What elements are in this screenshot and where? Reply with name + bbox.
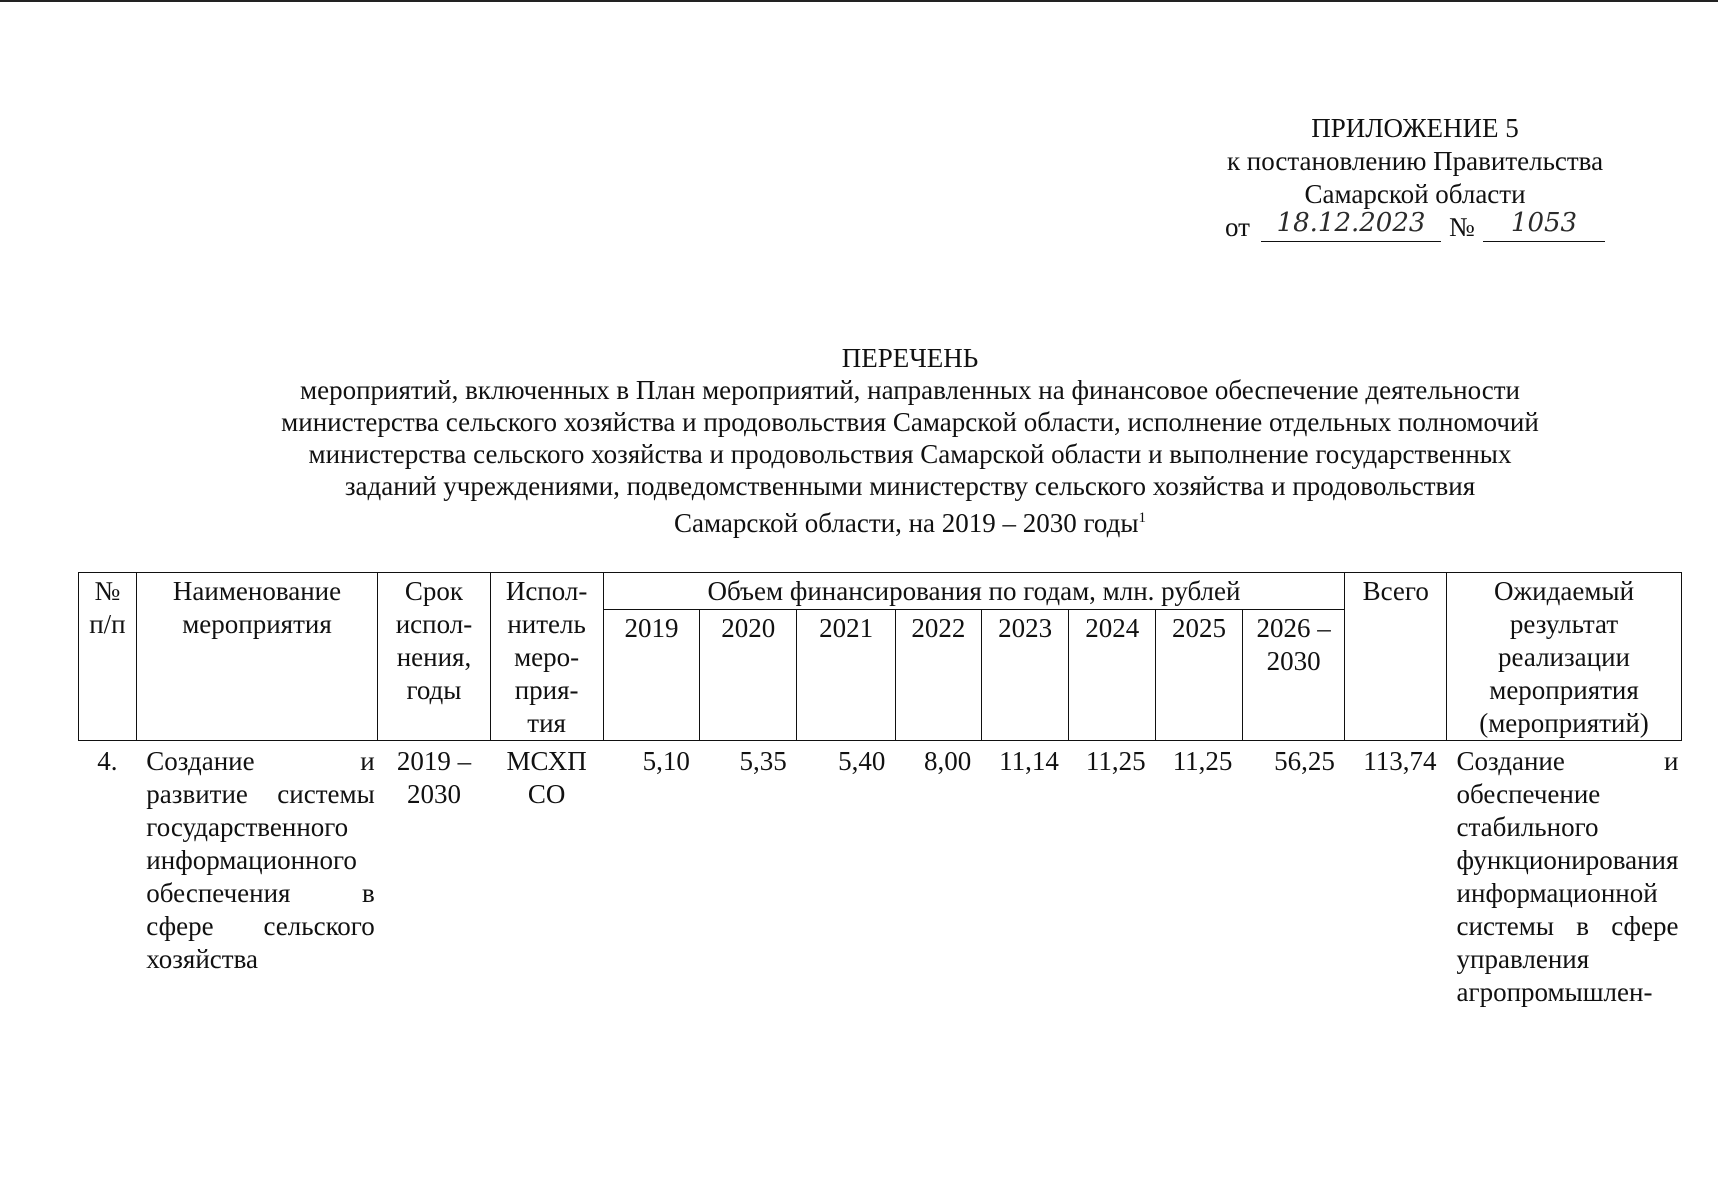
- appendix-block: [1205, 112, 1625, 244]
- header-result: Ожидаемый результат реализации мероприятия (мероприятий): [1447, 573, 1682, 741]
- handwritten-number: 1053: [1483, 208, 1605, 242]
- header-year: 2020: [700, 609, 797, 740]
- header-year: 2024: [1069, 609, 1156, 740]
- header-year: 2026 – 2030: [1242, 609, 1344, 740]
- row-value-2023: 11,14: [999, 746, 1059, 776]
- header-total: Всего: [1345, 573, 1447, 741]
- scan-top-border: [0, 0, 1718, 2]
- row-name: Создание и развитие системы государственного информационного обеспечения в сфере сельского хозяйства: [146, 746, 375, 974]
- row-term: 2019 – 2030: [396, 746, 472, 809]
- header-num: № п/п: [79, 573, 137, 741]
- row-value-2025: 11,25: [1172, 746, 1233, 776]
- title-line-2: министерства сельского хозяйства и продовольствия Самарской области, исполнение отдельных полномочий: [281, 407, 1539, 437]
- header-executor: Испол- нитель меро- прия- тия: [490, 573, 603, 741]
- document-title: [180, 342, 1640, 539]
- row-value-2020: 5,35: [739, 746, 787, 776]
- title-heading: ПЕРЕЧЕНЬ: [841, 343, 979, 373]
- handwritten-date: 18.12.2023: [1261, 208, 1441, 242]
- number-prefix: №: [1449, 212, 1475, 242]
- row-value-2026-2030: 56,25: [1274, 746, 1335, 776]
- header-row-1: [79, 573, 1682, 610]
- row-value-2022: 8,00: [923, 746, 972, 776]
- title-line-1: мероприятий, включенных в План мероприятий, направленных на финансовое обеспечение деятельности: [300, 375, 1520, 405]
- row-value-2024: 11,25: [1085, 746, 1146, 776]
- header-name: Наименование мероприятия: [136, 573, 377, 741]
- table-row: [79, 741, 1682, 1010]
- row-num: 4.: [97, 746, 118, 776]
- footnote-mark: 1: [1138, 510, 1146, 526]
- appendix-heading: ПРИЛОЖЕНИЕ 5: [1311, 113, 1519, 143]
- header-year: 2019: [603, 609, 700, 740]
- header-year: 2021: [797, 609, 896, 740]
- title-line-4: заданий учреждениями, подведомственными министерству сельского хозяйства и продовольствия: [344, 471, 1476, 501]
- row-value-2021: 5,40: [838, 746, 886, 776]
- date-prefix: от: [1225, 212, 1250, 242]
- row-executor: МСХП СО: [506, 746, 587, 809]
- appendix-line-3: Самарской области: [1304, 179, 1526, 209]
- row-total: 113,74: [1363, 746, 1437, 776]
- measures-table: [78, 572, 1682, 1009]
- row-value-2019: 5,10: [642, 746, 690, 776]
- title-line-3: министерства сельского хозяйства и продовольствия Самарской области и выполнение государственных: [308, 439, 1512, 469]
- title-line-5-text: Самарской области, на 2019 – 2030 годы: [674, 508, 1139, 538]
- title-line-5: [180, 502, 1640, 539]
- header-year: 2025: [1156, 609, 1243, 740]
- row-result: Создание и обеспечение стабильного функционирования информационной системы в сфере управления агропромышлен-: [1456, 746, 1679, 1007]
- header-funding: Объем финансирования по годам, млн. рублей: [603, 573, 1345, 610]
- header-year: 2023: [981, 609, 1069, 740]
- header-year: 2022: [895, 609, 981, 740]
- header-term: Срок испол- нения, годы: [378, 573, 490, 741]
- appendix-date-line: [1205, 208, 1625, 244]
- appendix-line-2: к постановлению Правительства: [1226, 146, 1604, 176]
